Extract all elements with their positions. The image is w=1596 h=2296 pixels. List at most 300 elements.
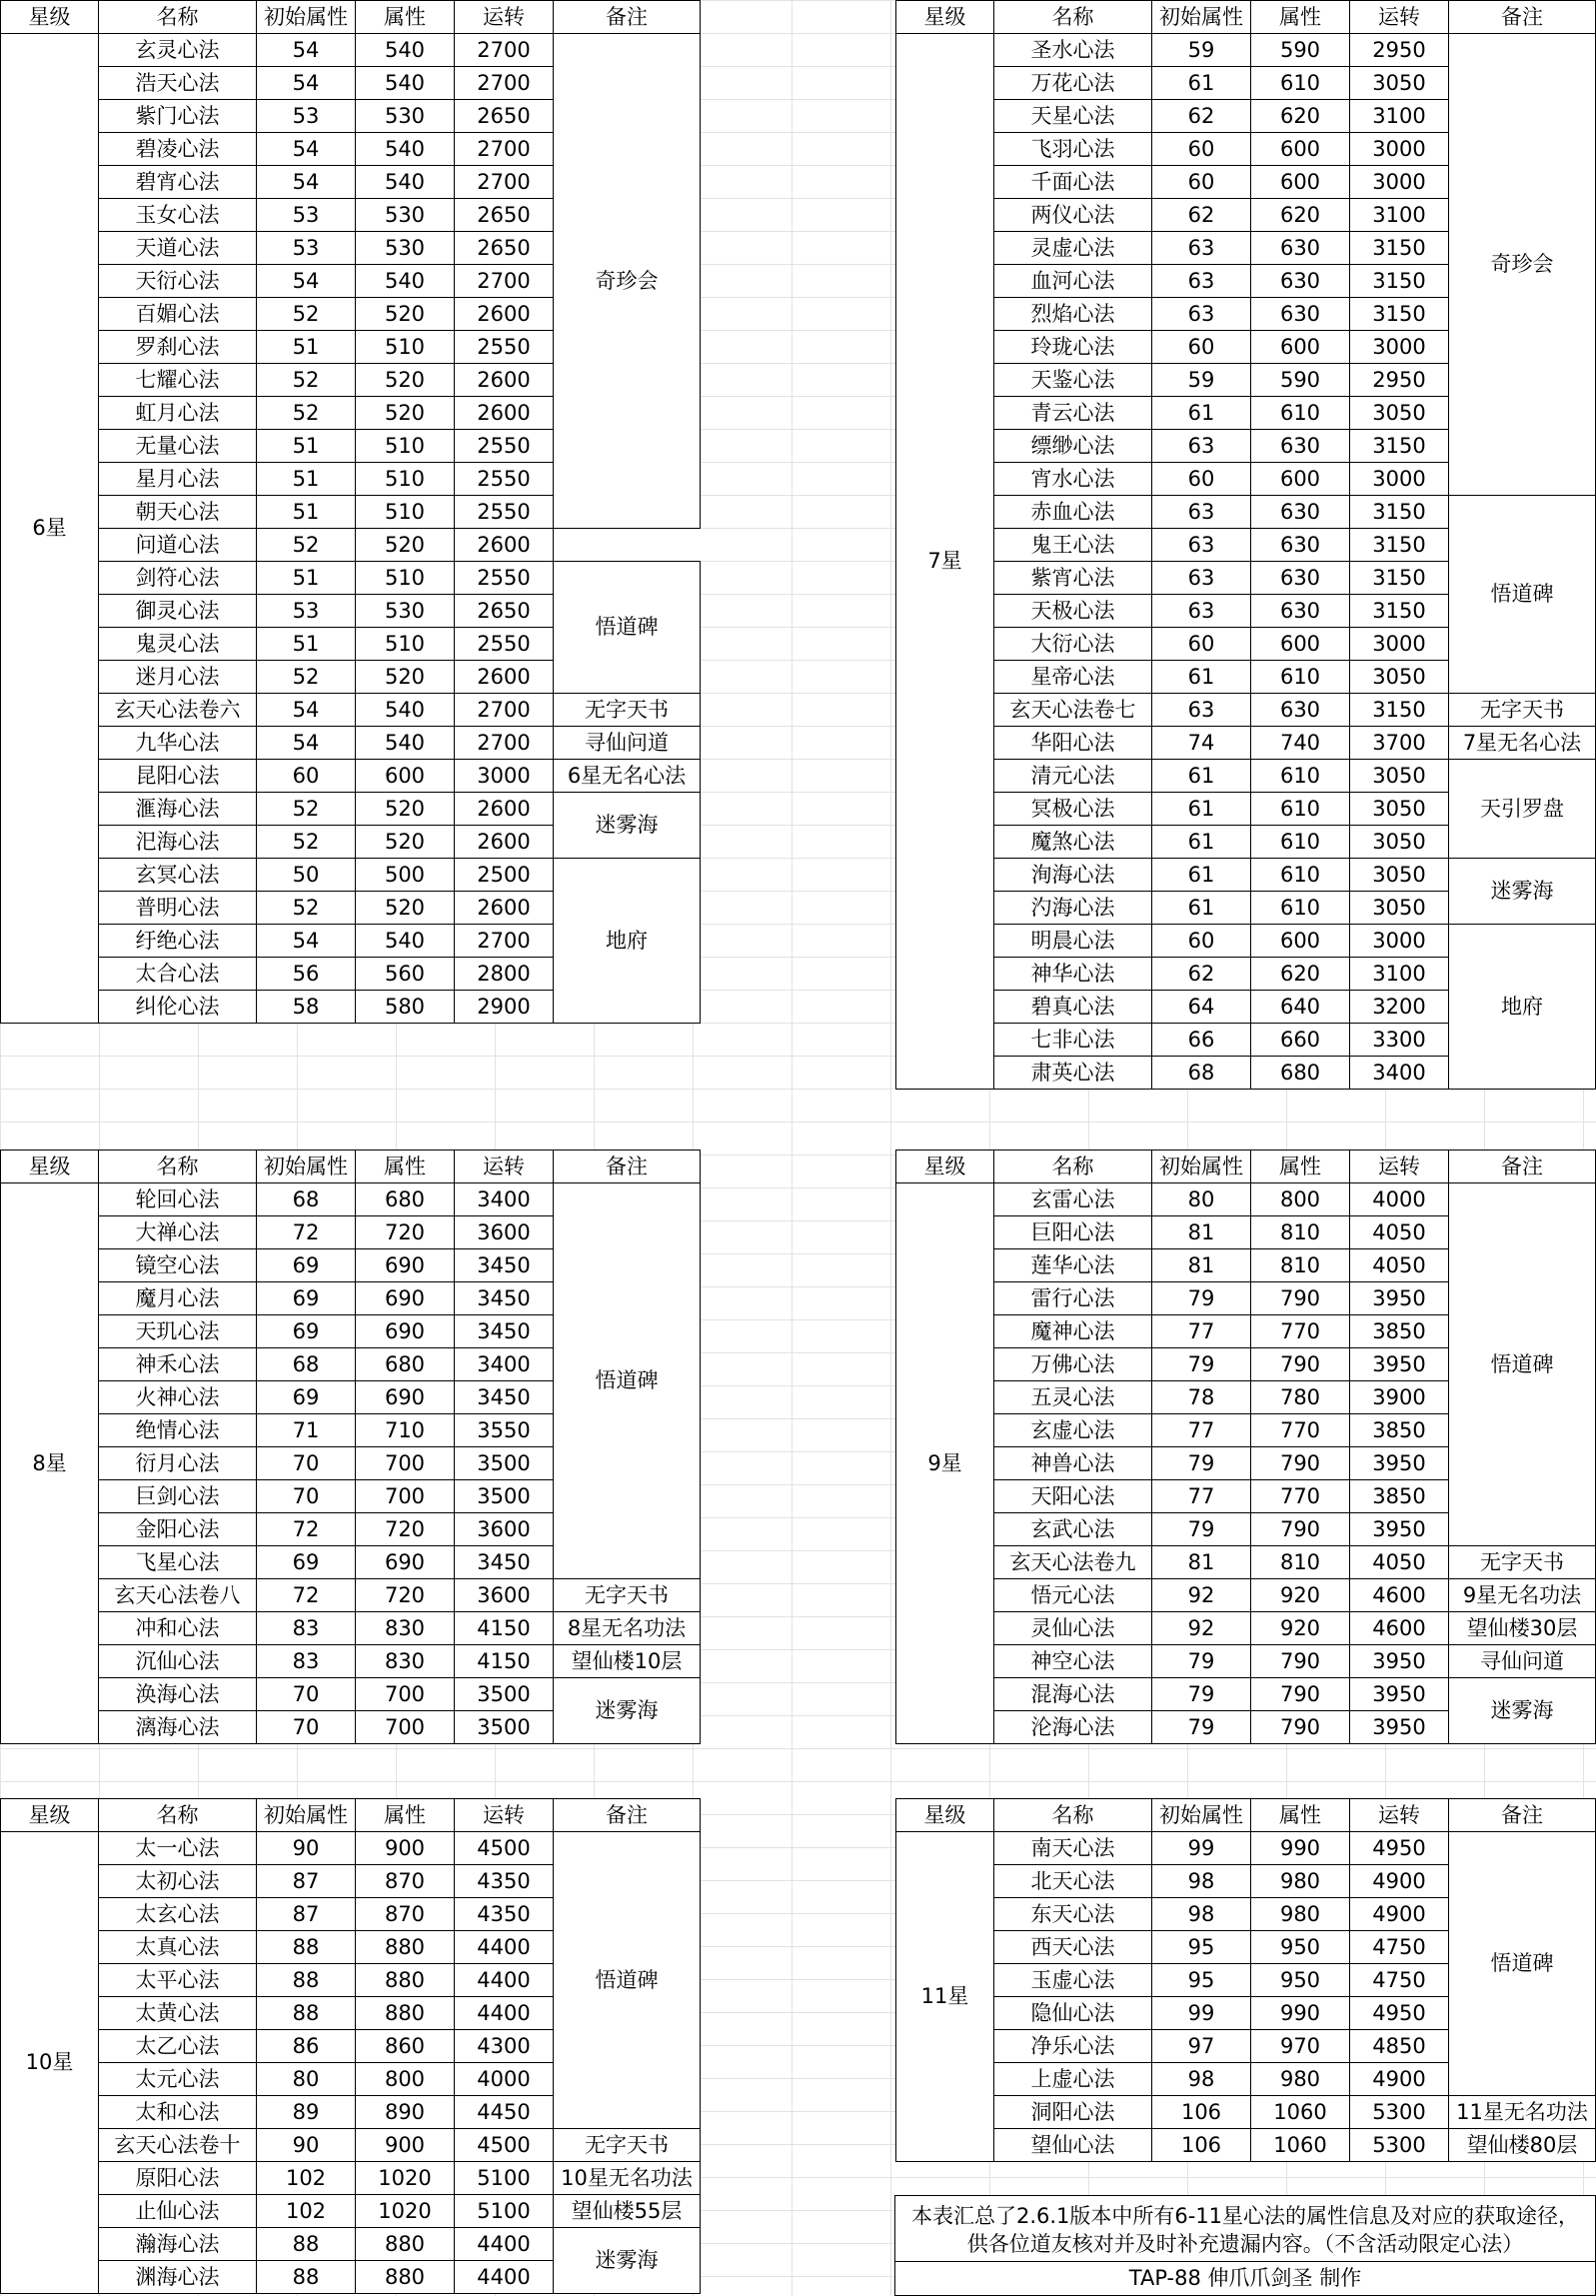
source-note-cell: 无字天书 bbox=[554, 1579, 701, 1612]
method-name-cell: 太黄心法 bbox=[99, 1997, 257, 2030]
run-cell: 4400 bbox=[455, 1964, 554, 1997]
method-name-cell: 西天心法 bbox=[994, 1931, 1152, 1964]
method-name-cell: 滙海心法 bbox=[99, 793, 257, 826]
run-cell: 2600 bbox=[455, 826, 554, 859]
method-name-cell: 冲和心法 bbox=[99, 1612, 257, 1645]
init-cell: 77 bbox=[1152, 1480, 1251, 1513]
attr-cell: 630 bbox=[1251, 265, 1350, 298]
run-cell: 2950 bbox=[1350, 364, 1449, 397]
method-name-cell: 五灵心法 bbox=[994, 1381, 1152, 1414]
header-star: 星级 bbox=[896, 1150, 994, 1183]
source-note-cell: 悟道碑 bbox=[1449, 1832, 1596, 2096]
method-name-cell: 玄天心法卷七 bbox=[994, 694, 1152, 727]
attr-cell: 520 bbox=[356, 661, 455, 694]
attr-cell: 540 bbox=[356, 694, 455, 727]
init-cell: 102 bbox=[257, 2162, 356, 2195]
attr-cell: 920 bbox=[1251, 1579, 1350, 1612]
header-init: 初始属性 bbox=[1152, 1799, 1251, 1832]
table-row bbox=[896, 694, 1596, 727]
method-name-cell: 漓海心法 bbox=[99, 1711, 257, 1744]
attr-cell: 900 bbox=[356, 1832, 455, 1865]
run-cell: 3450 bbox=[455, 1282, 554, 1315]
attr-cell: 1020 bbox=[356, 2162, 455, 2195]
init-cell: 60 bbox=[1152, 628, 1251, 661]
table-row bbox=[896, 2096, 1596, 2129]
attr-cell: 610 bbox=[1251, 892, 1350, 925]
init-cell: 80 bbox=[1152, 1183, 1251, 1216]
init-cell: 54 bbox=[257, 166, 356, 199]
attr-cell: 800 bbox=[356, 2063, 455, 2096]
run-cell: 3500 bbox=[455, 1678, 554, 1711]
method-name-cell: 巨阳心法 bbox=[994, 1216, 1152, 1249]
star-9-table bbox=[895, 1149, 1596, 1744]
init-cell: 52 bbox=[257, 892, 356, 925]
run-cell: 3100 bbox=[1350, 100, 1449, 133]
init-cell: 51 bbox=[257, 628, 356, 661]
header-star: 星级 bbox=[896, 1799, 994, 1832]
header-name: 名称 bbox=[994, 1799, 1152, 1832]
source-note-cell: 9星无名功法 bbox=[1449, 1579, 1596, 1612]
header-init: 初始属性 bbox=[257, 1799, 356, 1832]
run-cell: 3950 bbox=[1350, 1678, 1449, 1711]
run-cell: 3000 bbox=[1350, 925, 1449, 958]
attr-cell: 700 bbox=[356, 1678, 455, 1711]
init-cell: 61 bbox=[1152, 826, 1251, 859]
attr-cell: 1060 bbox=[1251, 2096, 1350, 2129]
init-cell: 79 bbox=[1152, 1711, 1251, 1744]
attr-cell: 600 bbox=[356, 760, 455, 793]
method-name-cell: 止仙心法 bbox=[99, 2195, 257, 2228]
attr-cell: 590 bbox=[1251, 364, 1350, 397]
attr-cell: 610 bbox=[1251, 661, 1350, 694]
run-cell: 4350 bbox=[455, 1865, 554, 1898]
run-cell: 3200 bbox=[1350, 991, 1449, 1024]
init-cell: 60 bbox=[1152, 331, 1251, 364]
init-cell: 77 bbox=[1152, 1315, 1251, 1348]
star-6-table bbox=[0, 0, 701, 1024]
run-cell: 2550 bbox=[455, 430, 554, 463]
init-cell: 68 bbox=[1152, 1057, 1251, 1090]
run-cell: 3000 bbox=[455, 760, 554, 793]
table-row bbox=[896, 496, 1596, 529]
star-level-cell: 8星 bbox=[1, 1183, 99, 1744]
method-name-cell: 太玄心法 bbox=[99, 1898, 257, 1931]
header-attr: 属性 bbox=[1251, 1, 1350, 34]
init-cell: 63 bbox=[1152, 529, 1251, 562]
method-name-cell: 玄天心法卷十 bbox=[99, 2129, 257, 2162]
run-cell: 2550 bbox=[455, 496, 554, 529]
run-cell: 2550 bbox=[455, 562, 554, 595]
method-name-cell: 汜海心法 bbox=[99, 826, 257, 859]
credit-line: TAP-88 伸爪爪剑圣 制作 bbox=[1128, 2266, 1362, 2290]
init-cell: 63 bbox=[1152, 430, 1251, 463]
run-cell: 2650 bbox=[455, 595, 554, 628]
run-cell: 4900 bbox=[1350, 1898, 1449, 1931]
source-note-cell: 11星无名功法 bbox=[1449, 2096, 1596, 2129]
method-name-cell: 紫门心法 bbox=[99, 100, 257, 133]
attr-cell: 770 bbox=[1251, 1414, 1350, 1447]
source-note-cell: 悟道碑 bbox=[1449, 1183, 1596, 1546]
init-cell: 60 bbox=[257, 760, 356, 793]
method-name-cell: 隐仙心法 bbox=[994, 1997, 1152, 2030]
table-row bbox=[896, 34, 1596, 67]
method-name-cell: 太真心法 bbox=[99, 1931, 257, 1964]
init-cell: 68 bbox=[257, 1183, 356, 1216]
init-cell: 95 bbox=[1152, 1931, 1251, 1964]
init-cell: 52 bbox=[257, 529, 356, 562]
method-name-cell: 华阳心法 bbox=[994, 727, 1152, 760]
init-cell: 81 bbox=[1152, 1216, 1251, 1249]
method-name-cell: 纠伦心法 bbox=[99, 991, 257, 1024]
method-name-cell: 上虚心法 bbox=[994, 2063, 1152, 2096]
attr-cell: 520 bbox=[356, 529, 455, 562]
attr-cell: 870 bbox=[356, 1865, 455, 1898]
source-note-cell: 无字天书 bbox=[554, 694, 701, 727]
init-cell: 72 bbox=[257, 1216, 356, 1249]
init-cell: 63 bbox=[1152, 298, 1251, 331]
summary-note: 本表汇总了2.6.1版本中所有6-11星心法的属性信息及对应的获取途径，供各位道友核对并及时补充遗漏内容。（不含活动限定心法） bbox=[895, 2196, 1595, 2262]
table-row bbox=[1, 2195, 701, 2228]
init-cell: 51 bbox=[257, 496, 356, 529]
run-cell: 2650 bbox=[455, 232, 554, 265]
run-cell: 4050 bbox=[1350, 1249, 1449, 1282]
run-cell: 3150 bbox=[1350, 529, 1449, 562]
init-cell: 78 bbox=[1152, 1381, 1251, 1414]
attr-cell: 610 bbox=[1251, 793, 1350, 826]
run-cell: 3150 bbox=[1350, 232, 1449, 265]
init-cell: 68 bbox=[257, 1348, 356, 1381]
method-name-cell: 鬼灵心法 bbox=[99, 628, 257, 661]
attr-cell: 630 bbox=[1251, 562, 1350, 595]
method-name-cell: 神禾心法 bbox=[99, 1348, 257, 1381]
method-name-cell: 雷行心法 bbox=[994, 1282, 1152, 1315]
table-row bbox=[1, 1579, 701, 1612]
attr-cell: 770 bbox=[1251, 1315, 1350, 1348]
header-star: 星级 bbox=[1, 1799, 99, 1832]
method-name-cell: 沉仙心法 bbox=[99, 1645, 257, 1678]
init-cell: 51 bbox=[257, 463, 356, 496]
table-row bbox=[1, 760, 701, 793]
run-cell: 4750 bbox=[1350, 1964, 1449, 1997]
table-row bbox=[896, 2129, 1596, 2162]
attr-cell: 790 bbox=[1251, 1711, 1350, 1744]
run-cell: 3450 bbox=[455, 1546, 554, 1579]
method-name-cell: 玄天心法卷八 bbox=[99, 1579, 257, 1612]
attr-cell: 630 bbox=[1251, 232, 1350, 265]
run-cell: 4400 bbox=[455, 1997, 554, 2030]
run-cell: 3900 bbox=[1350, 1381, 1449, 1414]
table-row bbox=[896, 727, 1596, 760]
init-cell: 59 bbox=[1152, 34, 1251, 67]
source-note-cell: 奇珍会 bbox=[554, 34, 701, 529]
table-row bbox=[1, 1612, 701, 1645]
run-cell: 2700 bbox=[455, 925, 554, 958]
init-cell: 69 bbox=[257, 1546, 356, 1579]
attr-cell: 830 bbox=[356, 1612, 455, 1645]
source-note-cell: 奇珍会 bbox=[1449, 34, 1596, 496]
method-name-cell: 迷月心法 bbox=[99, 661, 257, 694]
attr-cell: 700 bbox=[356, 1711, 455, 1744]
attr-cell: 510 bbox=[356, 463, 455, 496]
header-row bbox=[1, 1150, 701, 1183]
method-name-cell: 天玑心法 bbox=[99, 1315, 257, 1348]
run-cell: 4000 bbox=[455, 2063, 554, 2096]
attr-cell: 630 bbox=[1251, 529, 1350, 562]
attr-cell: 680 bbox=[356, 1348, 455, 1381]
header-name: 名称 bbox=[99, 1799, 257, 1832]
init-cell: 88 bbox=[257, 2228, 356, 2261]
init-cell: 90 bbox=[257, 1832, 356, 1865]
method-name-cell: 北天心法 bbox=[994, 1865, 1152, 1898]
attr-cell: 640 bbox=[1251, 991, 1350, 1024]
header-init: 初始属性 bbox=[1152, 1, 1251, 34]
method-name-cell: 天衍心法 bbox=[99, 265, 257, 298]
attr-cell: 790 bbox=[1251, 1513, 1350, 1546]
run-cell: 4400 bbox=[455, 2261, 554, 2294]
run-cell: 2700 bbox=[455, 727, 554, 760]
run-cell: 3050 bbox=[1350, 793, 1449, 826]
init-cell: 72 bbox=[257, 1513, 356, 1546]
source-note-cell: 7星无名心法 bbox=[1449, 727, 1596, 760]
run-cell: 3850 bbox=[1350, 1315, 1449, 1348]
attr-cell: 980 bbox=[1251, 1865, 1350, 1898]
init-cell: 80 bbox=[257, 2063, 356, 2096]
run-cell: 2700 bbox=[455, 166, 554, 199]
init-cell: 98 bbox=[1152, 1898, 1251, 1931]
run-cell: 3600 bbox=[455, 1216, 554, 1249]
init-cell: 53 bbox=[257, 199, 356, 232]
init-cell: 70 bbox=[257, 1480, 356, 1513]
attr-cell: 610 bbox=[1251, 397, 1350, 430]
source-note-cell: 寻仙问道 bbox=[554, 727, 701, 760]
method-name-cell: 烈焰心法 bbox=[994, 298, 1152, 331]
method-name-cell: 东天心法 bbox=[994, 1898, 1152, 1931]
method-name-cell: 渊海心法 bbox=[99, 2261, 257, 2294]
attr-cell: 530 bbox=[356, 232, 455, 265]
attr-cell: 790 bbox=[1251, 1348, 1350, 1381]
init-cell: 63 bbox=[1152, 496, 1251, 529]
summary-note-box bbox=[894, 2195, 1596, 2296]
method-name-cell: 玄冥心法 bbox=[99, 859, 257, 892]
method-name-cell: 百媚心法 bbox=[99, 298, 257, 331]
run-cell: 4050 bbox=[1350, 1546, 1449, 1579]
source-note-cell: 10星无名功法 bbox=[554, 2162, 701, 2195]
method-name-cell: 万佛心法 bbox=[994, 1348, 1152, 1381]
method-name-cell: 问道心法 bbox=[99, 529, 257, 562]
init-cell: 106 bbox=[1152, 2096, 1251, 2129]
method-name-cell: 罗刹心法 bbox=[99, 331, 257, 364]
run-cell: 2600 bbox=[455, 364, 554, 397]
method-name-cell: 悟元心法 bbox=[994, 1579, 1152, 1612]
attr-cell: 510 bbox=[356, 331, 455, 364]
init-cell: 70 bbox=[257, 1447, 356, 1480]
method-name-cell: 太合心法 bbox=[99, 958, 257, 991]
method-name-cell: 原阳心法 bbox=[99, 2162, 257, 2195]
method-name-cell: 天鉴心法 bbox=[994, 364, 1152, 397]
init-cell: 60 bbox=[1152, 166, 1251, 199]
run-cell: 3050 bbox=[1350, 67, 1449, 100]
init-cell: 79 bbox=[1152, 1282, 1251, 1315]
header-run: 运转 bbox=[455, 1799, 554, 1832]
method-name-cell: 星帝心法 bbox=[994, 661, 1152, 694]
method-name-cell: 碧凌心法 bbox=[99, 133, 257, 166]
attr-cell: 830 bbox=[356, 1645, 455, 1678]
header-init: 初始属性 bbox=[257, 1150, 356, 1183]
attr-cell: 950 bbox=[1251, 1964, 1350, 1997]
method-name-cell: 玄虚心法 bbox=[994, 1414, 1152, 1447]
header-star: 星级 bbox=[896, 1, 994, 34]
header-star: 星级 bbox=[1, 1, 99, 34]
source-note-cell: 望仙楼10层 bbox=[554, 1645, 701, 1678]
init-cell: 99 bbox=[1152, 1832, 1251, 1865]
run-cell: 3150 bbox=[1350, 694, 1449, 727]
attr-cell: 900 bbox=[356, 2129, 455, 2162]
init-cell: 92 bbox=[1152, 1612, 1251, 1645]
method-name-cell: 玲珑心法 bbox=[994, 331, 1152, 364]
attr-cell: 920 bbox=[1251, 1612, 1350, 1645]
run-cell: 2550 bbox=[455, 463, 554, 496]
attr-cell: 690 bbox=[356, 1381, 455, 1414]
method-name-cell: 衍月心法 bbox=[99, 1447, 257, 1480]
attr-cell: 600 bbox=[1251, 463, 1350, 496]
attr-cell: 720 bbox=[356, 1216, 455, 1249]
method-name-cell: 天星心法 bbox=[994, 100, 1152, 133]
init-cell: 51 bbox=[257, 562, 356, 595]
run-cell: 3100 bbox=[1350, 199, 1449, 232]
run-cell: 3600 bbox=[455, 1579, 554, 1612]
attr-cell: 630 bbox=[1251, 430, 1350, 463]
header-name: 名称 bbox=[99, 1150, 257, 1183]
run-cell: 4300 bbox=[455, 2030, 554, 2063]
table-row bbox=[1, 1832, 701, 1865]
run-cell: 2600 bbox=[455, 298, 554, 331]
attr-cell: 600 bbox=[1251, 133, 1350, 166]
init-cell: 98 bbox=[1152, 2063, 1251, 2096]
run-cell: 3000 bbox=[1350, 628, 1449, 661]
init-cell: 79 bbox=[1152, 1645, 1251, 1678]
run-cell: 4600 bbox=[1350, 1612, 1449, 1645]
attr-cell: 1020 bbox=[356, 2195, 455, 2228]
attr-cell: 860 bbox=[356, 2030, 455, 2063]
run-cell: 5100 bbox=[455, 2162, 554, 2195]
attr-cell: 540 bbox=[356, 727, 455, 760]
method-name-cell: 飞羽心法 bbox=[994, 133, 1152, 166]
run-cell: 3050 bbox=[1350, 859, 1449, 892]
method-name-cell: 太初心法 bbox=[99, 1865, 257, 1898]
source-note-cell: 悟道碑 bbox=[554, 1183, 701, 1579]
init-cell: 54 bbox=[257, 67, 356, 100]
init-cell: 69 bbox=[257, 1381, 356, 1414]
header-row bbox=[1, 1, 701, 34]
init-cell: 63 bbox=[1152, 265, 1251, 298]
table-row bbox=[896, 1612, 1596, 1645]
init-cell: 70 bbox=[257, 1678, 356, 1711]
method-name-cell: 千面心法 bbox=[994, 166, 1152, 199]
star-level-cell: 7星 bbox=[896, 34, 994, 1090]
table-row bbox=[896, 1678, 1596, 1711]
init-cell: 97 bbox=[1152, 2030, 1251, 2063]
init-cell: 77 bbox=[1152, 1414, 1251, 1447]
init-cell: 60 bbox=[1152, 925, 1251, 958]
method-name-cell: 紫宵心法 bbox=[994, 562, 1152, 595]
method-name-cell: 玄武心法 bbox=[994, 1513, 1152, 1546]
method-name-cell: 魔煞心法 bbox=[994, 826, 1152, 859]
attr-cell: 970 bbox=[1251, 2030, 1350, 2063]
init-cell: 69 bbox=[257, 1315, 356, 1348]
attr-cell: 600 bbox=[1251, 166, 1350, 199]
run-cell: 4000 bbox=[1350, 1183, 1449, 1216]
init-cell: 63 bbox=[1152, 694, 1251, 727]
attr-cell: 500 bbox=[356, 859, 455, 892]
init-cell: 88 bbox=[257, 1964, 356, 1997]
run-cell: 3000 bbox=[1350, 463, 1449, 496]
header-name: 名称 bbox=[994, 1, 1152, 34]
method-name-cell: 玄天心法卷九 bbox=[994, 1546, 1152, 1579]
table-row bbox=[896, 1645, 1596, 1678]
init-cell: 63 bbox=[1152, 232, 1251, 265]
source-note-cell: 6星无名心法 bbox=[554, 760, 701, 793]
init-cell: 54 bbox=[257, 694, 356, 727]
method-name-cell: 碧真心法 bbox=[994, 991, 1152, 1024]
run-cell: 3450 bbox=[455, 1249, 554, 1282]
attr-cell: 510 bbox=[356, 628, 455, 661]
init-cell: 52 bbox=[257, 397, 356, 430]
attr-cell: 680 bbox=[1251, 1057, 1350, 1090]
attr-cell: 520 bbox=[356, 364, 455, 397]
run-cell: 3400 bbox=[455, 1183, 554, 1216]
attr-cell: 990 bbox=[1251, 1832, 1350, 1865]
header-note: 备注 bbox=[554, 1, 701, 34]
source-note-cell: 悟道碑 bbox=[554, 562, 701, 694]
attr-cell: 790 bbox=[1251, 1645, 1350, 1678]
run-cell: 2600 bbox=[455, 661, 554, 694]
header-name: 名称 bbox=[994, 1150, 1152, 1183]
table-row bbox=[1, 694, 701, 727]
method-name-cell: 神华心法 bbox=[994, 958, 1152, 991]
method-name-cell: 镜空心法 bbox=[99, 1249, 257, 1282]
header-note: 备注 bbox=[1449, 1150, 1596, 1183]
header-attr: 属性 bbox=[356, 1799, 455, 1832]
run-cell: 2650 bbox=[455, 100, 554, 133]
table-row bbox=[896, 1832, 1596, 1865]
run-cell: 2600 bbox=[455, 529, 554, 562]
table-row bbox=[1, 562, 701, 595]
table-row bbox=[896, 925, 1596, 958]
init-cell: 52 bbox=[257, 298, 356, 331]
init-cell: 54 bbox=[257, 133, 356, 166]
init-cell: 61 bbox=[1152, 397, 1251, 430]
init-cell: 51 bbox=[257, 331, 356, 364]
run-cell: 4750 bbox=[1350, 1931, 1449, 1964]
init-cell: 88 bbox=[257, 2261, 356, 2294]
source-note-cell: 迷雾海 bbox=[554, 1678, 701, 1744]
attr-cell: 540 bbox=[356, 34, 455, 67]
method-name-cell: 南天心法 bbox=[994, 1832, 1152, 1865]
source-note-cell: 寻仙问道 bbox=[1449, 1645, 1596, 1678]
attr-cell: 600 bbox=[1251, 628, 1350, 661]
run-cell: 3150 bbox=[1350, 265, 1449, 298]
init-cell: 83 bbox=[257, 1645, 356, 1678]
run-cell: 2550 bbox=[455, 628, 554, 661]
attr-cell: 980 bbox=[1251, 2063, 1350, 2096]
header-name: 名称 bbox=[99, 1, 257, 34]
attr-cell: 520 bbox=[356, 826, 455, 859]
run-cell: 3150 bbox=[1350, 298, 1449, 331]
attr-cell: 510 bbox=[356, 496, 455, 529]
run-cell: 2550 bbox=[455, 331, 554, 364]
init-cell: 50 bbox=[257, 859, 356, 892]
method-name-cell: 无量心法 bbox=[99, 430, 257, 463]
